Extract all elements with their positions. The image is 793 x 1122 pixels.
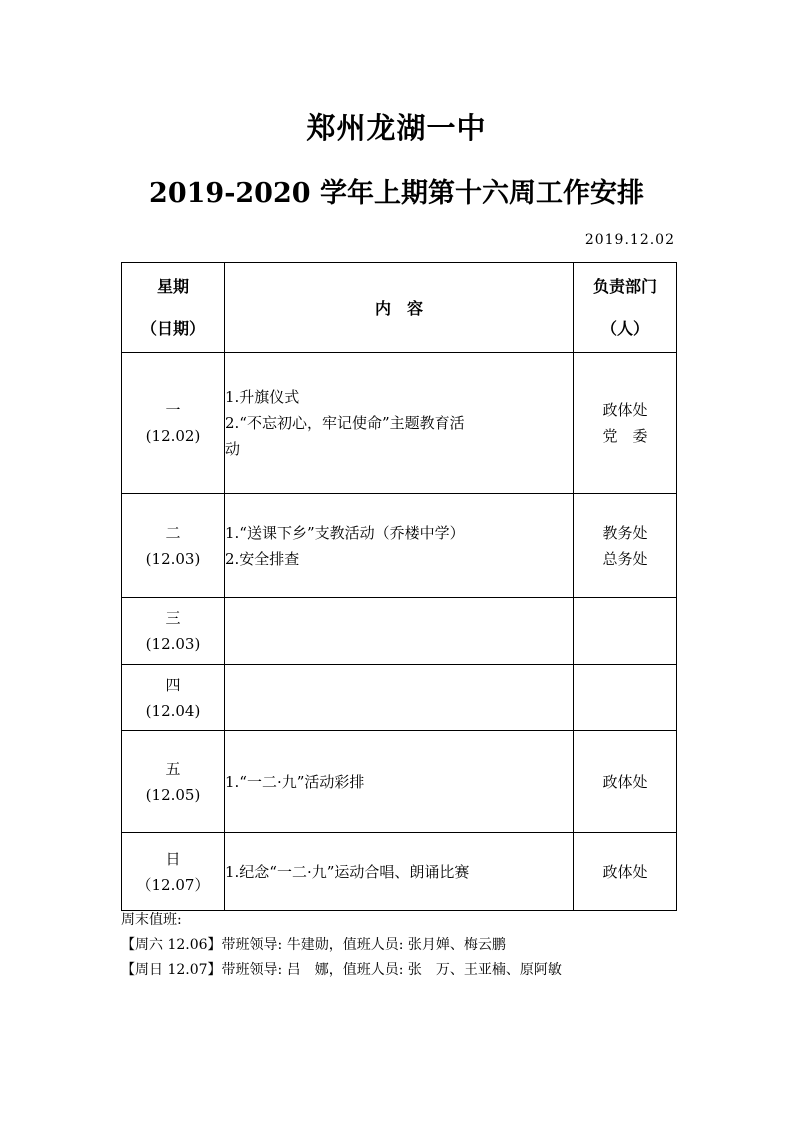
weekday: 日 [165, 849, 181, 868]
duty-heading: 周末值班: [121, 912, 182, 928]
duty-sunday: 【周日 12.07】带班领导: 吕 娜，值班人员: 张 万、王亚楠、原阿敏 [121, 962, 562, 978]
content-cell [225, 353, 574, 494]
day-date: (12.03) [145, 549, 201, 568]
dept-cell [574, 833, 677, 911]
school-name: 郑州龙湖一中 [306, 111, 487, 145]
dept-line: 党 委 [602, 427, 648, 445]
weekday: 四 [165, 675, 181, 694]
content-cell [225, 833, 574, 911]
day-cell [122, 494, 225, 598]
dept-line: 政体处 [602, 401, 648, 419]
content-line: 2.“不忘初心，牢记使命”主题教育活 [225, 414, 465, 432]
dept-line: 政体处 [602, 862, 648, 881]
day-cell [122, 353, 225, 494]
content-line: 动 [225, 440, 241, 458]
content-cell [225, 731, 574, 833]
duty-saturday: 【周六 12.06】带班领导: 牛建勋，值班人员: 张月婵、梅云鹏 [121, 937, 506, 953]
dept-cell [574, 731, 677, 833]
table-header-row [122, 263, 677, 353]
day-date: (12.04) [145, 701, 201, 720]
day-cell [122, 731, 225, 833]
content-cell [225, 665, 574, 731]
header-day [122, 263, 225, 353]
header-dept-sub: （人） [600, 318, 649, 338]
content-cell [225, 494, 574, 598]
day-cell [122, 598, 225, 665]
header-day-sub: （日期） [140, 318, 205, 338]
content-cell [225, 598, 574, 665]
header-content: 内 容 [225, 263, 574, 353]
dept-cell [574, 665, 677, 731]
content-line: 1.纪念“一二·九”运动合唱、朗诵比赛 [225, 862, 470, 881]
day-date: （12.07） [136, 875, 210, 894]
dept-cell [574, 494, 677, 598]
table-row [122, 833, 677, 911]
day-date: (12.02) [145, 427, 201, 445]
dept-cell [574, 353, 677, 494]
day-cell [122, 665, 225, 731]
table-row [122, 353, 677, 494]
dept-line: 教务处 [602, 523, 648, 542]
content-line: 2.安全排查 [225, 549, 300, 568]
weekday: 二 [165, 523, 181, 542]
content-line: 1.“一二·九”活动彩排 [225, 772, 365, 791]
weekday: 五 [165, 759, 181, 778]
day-date: (12.05) [145, 785, 201, 804]
content-line: 1.“送课下乡”支教活动（乔楼中学） [225, 523, 465, 542]
header-dept-label: 负责部门 [592, 276, 657, 296]
weekday: 三 [165, 609, 181, 627]
dept-cell [574, 598, 677, 665]
dept-line: 总务处 [602, 549, 648, 568]
header-day-label: 星期 [156, 276, 189, 296]
content-line: 1.升旗仪式 [225, 388, 300, 406]
issue-date: 2019.12.02 [584, 232, 675, 248]
table-row [122, 598, 677, 665]
dept-line: 政体处 [602, 772, 648, 791]
schedule-table [121, 262, 677, 911]
day-date: (12.03) [145, 635, 201, 653]
day-cell [122, 833, 225, 911]
header-dept [574, 263, 677, 353]
page-title: 2019-2020 学年上期第十六周工作安排 [149, 178, 644, 209]
table-row [122, 665, 677, 731]
table-row [122, 731, 677, 833]
table-row [122, 494, 677, 598]
weekday: 一 [165, 401, 181, 419]
